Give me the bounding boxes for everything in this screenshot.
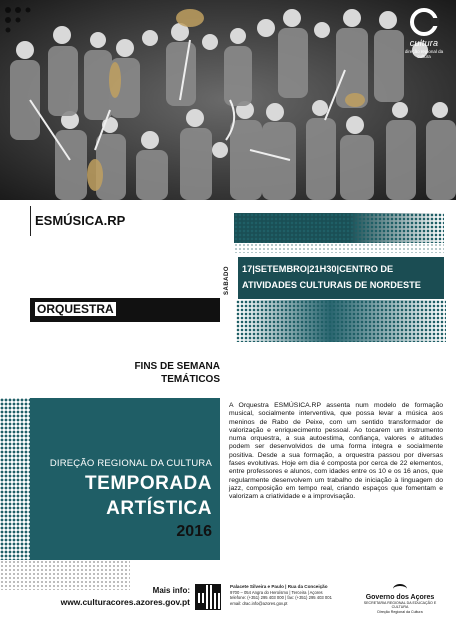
cultura-logo [398, 6, 450, 68]
more-info-label: Mais info: [152, 586, 190, 595]
event-weekday: SÁBADO [224, 265, 230, 295]
season-year: 2016 [176, 523, 212, 540]
season-halftone-edge [0, 398, 32, 560]
government-logo [355, 584, 445, 614]
cultura-logo-name: cultura [409, 38, 439, 48]
themes-line2: TEMÁTICOS [161, 374, 220, 385]
group-photo [0, 0, 456, 200]
halftone-band-bottom [236, 300, 446, 342]
cultura-logo-mark-icon [410, 8, 438, 36]
address-line: 9700 – 054 Angra do Heroísmo | Terceira | Açores [230, 589, 323, 595]
website-link[interactable]: www.culturacores.azores.gov.pt [60, 597, 190, 607]
halftone-band-top [234, 213, 444, 243]
government-directorate: Direção Regional da Cultura [377, 609, 423, 614]
contact-phone: telefone: (+351) 295 403 000 | fax: (+351) 295 403 001 [230, 595, 332, 601]
description-text: A Orquestra ESMÚSICA.RP assenta num modelo de formação musical, socialmente interventiva, que possa levar a música aos meninos de Rabo de Peixe, com um sentido transformador de valorização e enriquecimento pessoal. Ao tocarem um instrumento numa orquestra, a sua autoestima, confiança, valores e atitudes podem ser desenvolvidos de uma forma íntegra e socialmente positiva. Desde a sua formação, a orquestra passou por diversas fases evolutivas. Hoje em dia é composta por cerca de 22 elementos, entre professores e alunos, com idades entre os 10 e os 16 anos, que regularmente desenvolvem um trabalho de iniciação à linguagem do jazz, composição em tempo real, criando espaços que fomentam e valorizam a criatividade e a improvisação. [229, 402, 443, 501]
contact-email[interactable]: email: drac.info@azores.gov.pt [230, 600, 288, 606]
government-dept: SECRETARIA REGIONAL DA EDUCAÇÃO E CULTURA [363, 601, 437, 610]
halftone-dots-light [234, 243, 444, 253]
qr-code-icon[interactable] [195, 584, 221, 610]
address-title: Palacete Silveira e Paulo | Rua da Conceição [230, 584, 328, 589]
government-emblem-icon [393, 584, 407, 594]
more-info [20, 586, 190, 607]
cultura-logo-sub: direção regional da cultura [404, 49, 444, 59]
season-subtitle: DIREÇÃO REGIONAL DA CULTURA [49, 458, 212, 469]
government-name: Governo dos Açores [365, 594, 435, 601]
event-details-line1: 17|SETEMBRO|21H30|CENTRO DE [242, 264, 394, 274]
season-title-line2: ARTÍSTICA [106, 498, 212, 519]
themes-heading [110, 360, 220, 386]
season-title-line1: TEMPORADA [85, 473, 212, 494]
themes-line1: FINS DE SEMANA [134, 361, 220, 372]
event-details [238, 257, 444, 299]
organization-title: ESMÚSICA.RP [30, 206, 220, 236]
section-title: ORQUESTRA [37, 302, 114, 316]
group-photo-illustration [0, 0, 456, 200]
season-panel [30, 398, 220, 560]
contact-address [230, 584, 350, 606]
event-details-line2: ATIVIDADES CULTURAIS DE NORDESTE [242, 280, 421, 290]
